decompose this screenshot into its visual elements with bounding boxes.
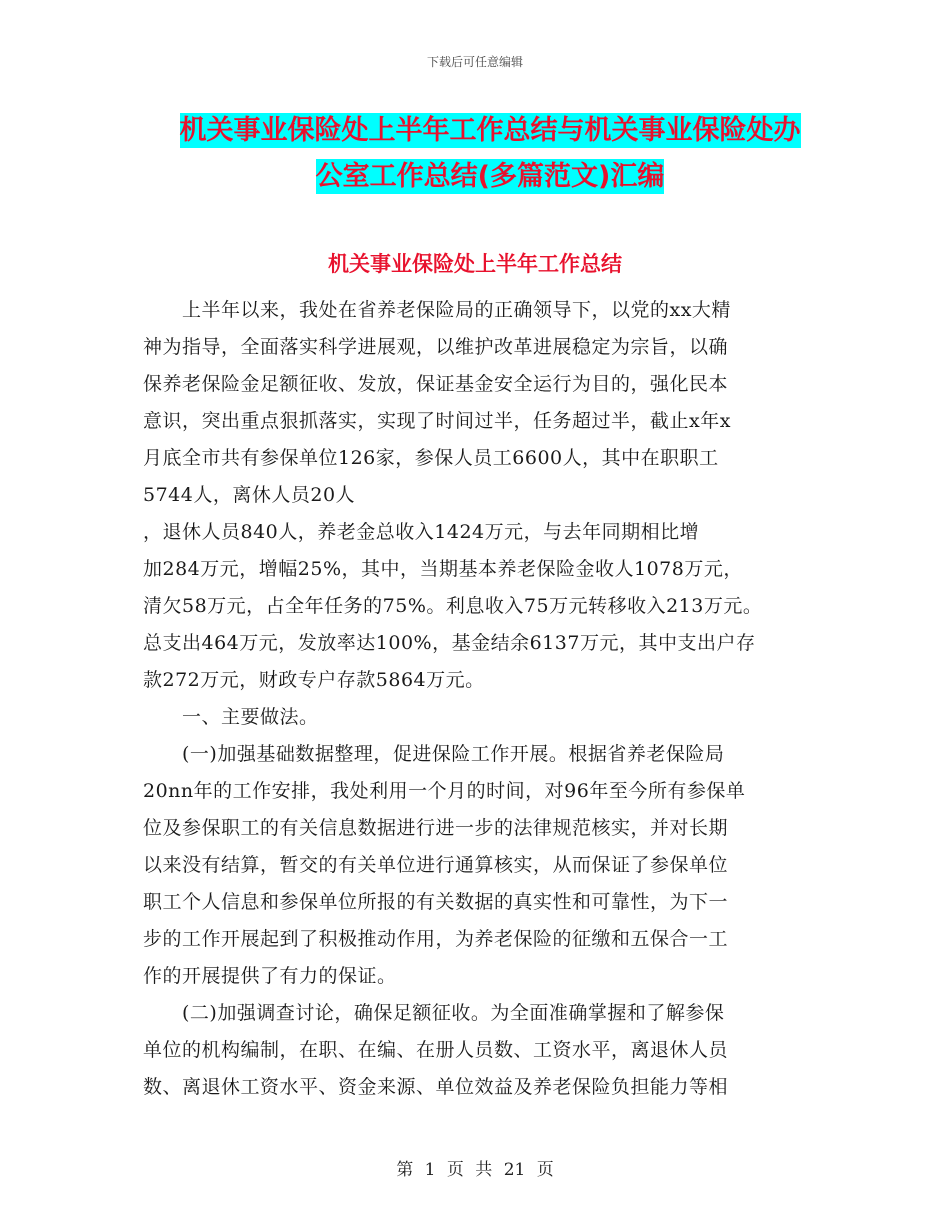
- text-line: 作的开展提供了有力的保证。: [143, 965, 397, 987]
- text-line: (二)加强调查讨论，确保足额征收。为全面准确掌握和了解参保: [143, 1002, 725, 1024]
- header-note: 下载后可任意编辑: [426, 55, 523, 69]
- text-line: 数、离退休工资水平、资金来源、单位效益及养老保险负担能力等相: [143, 1076, 729, 1098]
- text-line: 月底全市共有参保单位126家，参保人员工6600人，其中在职职工: [143, 447, 719, 469]
- text-line: 一、主要做法。: [143, 706, 319, 728]
- text-line: 5744人，离休人员20人: [143, 484, 356, 506]
- text-line: 上半年以来，我处在省养老保险局的正确领导下，以党的xx大精: [143, 299, 731, 321]
- text-line: 意识，突出重点狠抓落实，实现了时间过半，任务超过半，截止x年x: [143, 410, 731, 432]
- text-line: (一)加强基础数据整理，促进保险工作开展。根据省养老保险局: [143, 743, 725, 765]
- text-line: 20nn年的工作安排，我处利用一个月的时间，对96年至今所有参保单: [143, 780, 746, 802]
- title-line-1: 机关事业保险处上半年工作总结与机关事业保险处办: [179, 115, 801, 146]
- text-line: 款272万元，财政专户存款5864万元。: [143, 669, 485, 691]
- text-line: 加284万元，增幅25%，其中，当期基本养老保险金收人1078万元，: [143, 558, 743, 580]
- text-line: 以来没有结算，暂交的有关单位进行通算核实，从而保证了参保单位: [143, 854, 729, 876]
- text-line: 职工个人信息和参保单位所报的有关数据的真实性和可靠性，为下一: [143, 891, 729, 913]
- text-line: 位及参保职工的有关信息数据进行进一步的法律规范核实，并对长期: [143, 817, 729, 839]
- text-line: 总支出464万元，发放率达100%，基金结余6137万元，其中支出户存: [143, 632, 756, 654]
- section-title: 机关事业保险处上半年工作总结: [328, 252, 622, 276]
- text-line: 保养老保险金足额征收、发放，保证基金安全运行为目的，强化民本: [143, 373, 729, 395]
- body-text: [143, 292, 808, 1106]
- text-line: ，退休人员840人，养老金总收入1424万元，与去年同期相比增: [143, 521, 700, 543]
- text-line: 清欠58万元，占全年任务的75%。利息收入75万元转移收入213万元。: [143, 595, 763, 617]
- page-footer: 第 1 页 共 21 页: [396, 1160, 554, 1180]
- document-title: [140, 108, 840, 200]
- text-line: 步的工作开展起到了积极推动作用，为养老保险的征缴和五保合一工: [143, 928, 729, 950]
- title-line-2: 公室工作总结(多篇范文)汇编: [315, 161, 665, 192]
- text-line: 单位的机构编制，在职、在编、在册人员数、工资水平，离退休人员: [143, 1039, 729, 1061]
- text-line: 神为指导，全面落实科学进展观，以维护改革进展稳定为宗旨，以确: [143, 336, 729, 358]
